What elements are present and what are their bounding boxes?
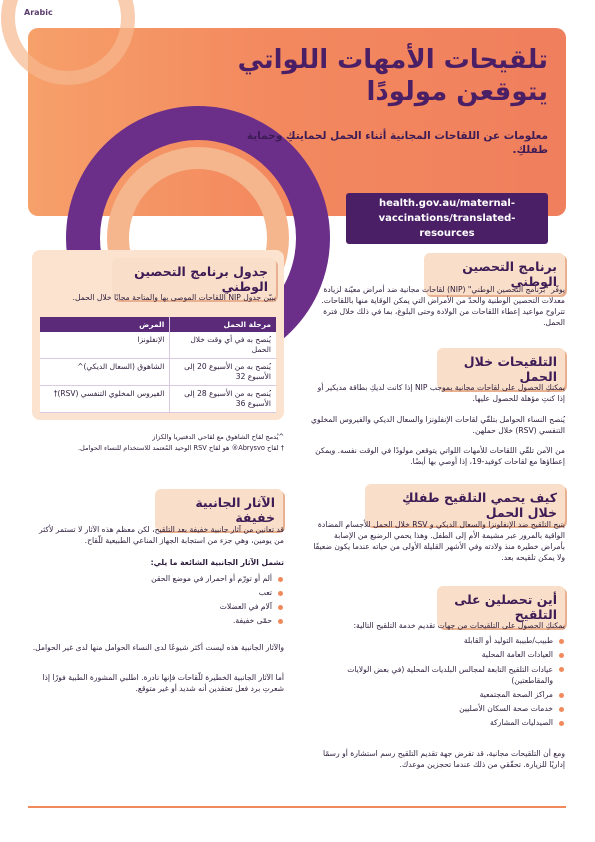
language-label: Arabic	[24, 8, 53, 17]
list-item: الصيدليات المشاركة	[311, 716, 565, 730]
protect-text: يتيح التلقيح ضد الإنفلونزا والسعال الديكي و RSV خلال الحمل للأجسام المضادة الواقية بالمرور عبر مشيمة الأم إلى الطفل. وهذا يحمي الرضيع من الإصابة بأمراض خطيرة منذ ولادته وفي الأشهر القليلة الأولى من حياته عندما يكون ضعيفًا ولا يمكن تلقيحه بعد.	[313, 520, 565, 562]
pregnancy-text-1: يمكنكِ الحصول على لقاحات مجانية بموجب NIP إذا كانت لديكِ بطاقة مديكير أو إذا كنتِ مؤهلة للحصول عليها.	[317, 383, 565, 403]
protect-heading: كيف يحمي التلقيح طفلكِ خلال الحمل	[365, 484, 565, 526]
table-cell-stage: يُنصح به من الأسبوع 20 إلى الأسبوع 32	[170, 359, 276, 386]
table-row	[40, 386, 276, 413]
pregnancy-text-3: من الآمن تلقّي اللقاحات للأمهات اللواتي يتوقعن مولودًا في الوقت نفسه. ويمكن إعطاؤها مع لقاحات كوفيد-19، إذا أوصي بها أيضًا.	[315, 446, 565, 466]
table-cell-stage: يُنصح به من الأسبوع 28 إلى الأسبوع 36	[170, 386, 276, 413]
list-item: طبيب/طبيبة التوليد أو القابلة	[311, 634, 565, 648]
schedule-table	[40, 317, 276, 413]
side-effects-intro: قد تعانين من آثار جانبية خفيفة بعد التلقيح، لكن معظم هذه الآثار لا تستمر لأكثر من يومين، وهي جزء من استجابة الجهاز المناعي الطبيعية للّقاح.	[38, 525, 284, 545]
table-row	[40, 359, 276, 386]
list-item: حمّى خفيفة.	[32, 614, 284, 628]
footnote-rsv: † لقاح Abrysvo® هو لقاح RSV الوحيد المُعتمد للاستخدام للنساء الحوامل.	[77, 444, 284, 452]
provider-list	[311, 634, 565, 730]
nip-heading: برنامج التحصين الوطني	[424, 253, 565, 295]
list-item: تعب	[32, 586, 284, 600]
table-row	[40, 332, 276, 359]
pregnancy-text-2: يُنصح النساء الحوامل بتلقّي لقاحات الإنفلونزا والسعال الديكي والفيروس المخلوي التنفسي (RSV) خلال حملهن.	[311, 415, 565, 435]
where-intro: يمكنكِ الحصول على التلقيحات من جهات تقديم خدمة التلقيح التالية:	[353, 621, 565, 630]
table-cell-disease: الفيروس المخلوي التنفسي (RSV)†	[40, 386, 170, 413]
page-title: تلقيحات الأمهات اللواتي يتوقعن مولودًا	[237, 45, 548, 107]
list-item: ألم أو تورّم أو احمرار في موضع الحقن	[32, 572, 284, 586]
page-subtitle: معلومات عن اللقاحات المجانية أثناء الحمل لحمايتكِ وحماية طفلكِ.	[246, 130, 548, 156]
table-cell-disease: الإنفلونزا	[40, 332, 170, 359]
side-effects-heading: الآثار الجانبية خفيفة	[155, 489, 283, 531]
side-effects-text-2: والآثار الجانبية هذه ليست أكثر شيوعًا لدى النساء الحوامل منها لدى غير الحوامل.	[32, 643, 284, 652]
list-item: خدمات صحة السكان الأصليين	[311, 702, 565, 716]
table-cell-disease: الشاهوق (السعال الديكي)^	[40, 359, 170, 386]
list-item: مراكز الصحة المجتمعية	[311, 688, 565, 702]
pregnancy-heading: التلقيحات خلال الحمل	[437, 348, 565, 390]
nip-text: يوفّر "برنامج التحصين الوطني" (NIP) لقاحات مجانية ضد أمراض معيّنة لزيادة معدلات التحصين الوطنية والحدّ من الأمراض التي يمكن الوقاية منها باللقاحات. تتراوح مواعيد إعطاء اللقاحات من الولادة وحتى البلوغ، بما في ذلك خلال فترة الحمل.	[321, 285, 565, 327]
column-header-stage: مرحلة الحمل	[170, 317, 276, 332]
common-effects-label: تشمل الآثار الجانبية الشائعة ما يلي:	[150, 558, 284, 567]
hero-banner	[28, 28, 566, 239]
side-effects-list	[32, 572, 284, 628]
list-item: عيادات التلقيح التابعة لمجالس البلديات المحلية (في بعض الولايات والمقاطعتين)	[311, 662, 565, 688]
footnote-pertussis: ^يُدمج لقاح الشاهوق مع لقاحي الدفتيريا والكزاز	[152, 433, 284, 441]
where-heading: أين تحصلين على التلقيح	[437, 586, 565, 628]
table-cell-stage: يُنصح به في أي وقت خلال الحمل	[170, 332, 276, 359]
side-effects-text-3: أما الآثار الجانبية الخطيرة للّقاحات فإنها نادرة. اطلبي المشورة الطبية فورًا إذا شعرتِ برد فعل تعتقدين أنه شديد أو غير متوقع.	[42, 673, 284, 693]
schedule-heading: جدول برنامج التحصين الوطني	[112, 258, 276, 300]
schedule-intro: يبيّن جدول NIP اللقاحات الموصى بها والمتاحة مجانًا خلال الحمل.	[72, 293, 276, 302]
list-item: آلام في العضلات	[32, 600, 284, 614]
bottom-divider	[28, 806, 566, 808]
resource-link[interactable]: health.gov.au/maternal-vaccinations/translated-resources	[346, 193, 548, 244]
where-note: ومع أن التلقيحات مجانية، قد تفرض جهة تقديم التلقيح رسم استشارة أو رسمًا إداريًا للزيارة. تحقّقي من ذلك عندما تحجزين موعدك.	[322, 749, 565, 769]
column-header-disease: المرض	[40, 317, 170, 332]
list-item: العيادات العامة المحلية	[311, 648, 565, 662]
